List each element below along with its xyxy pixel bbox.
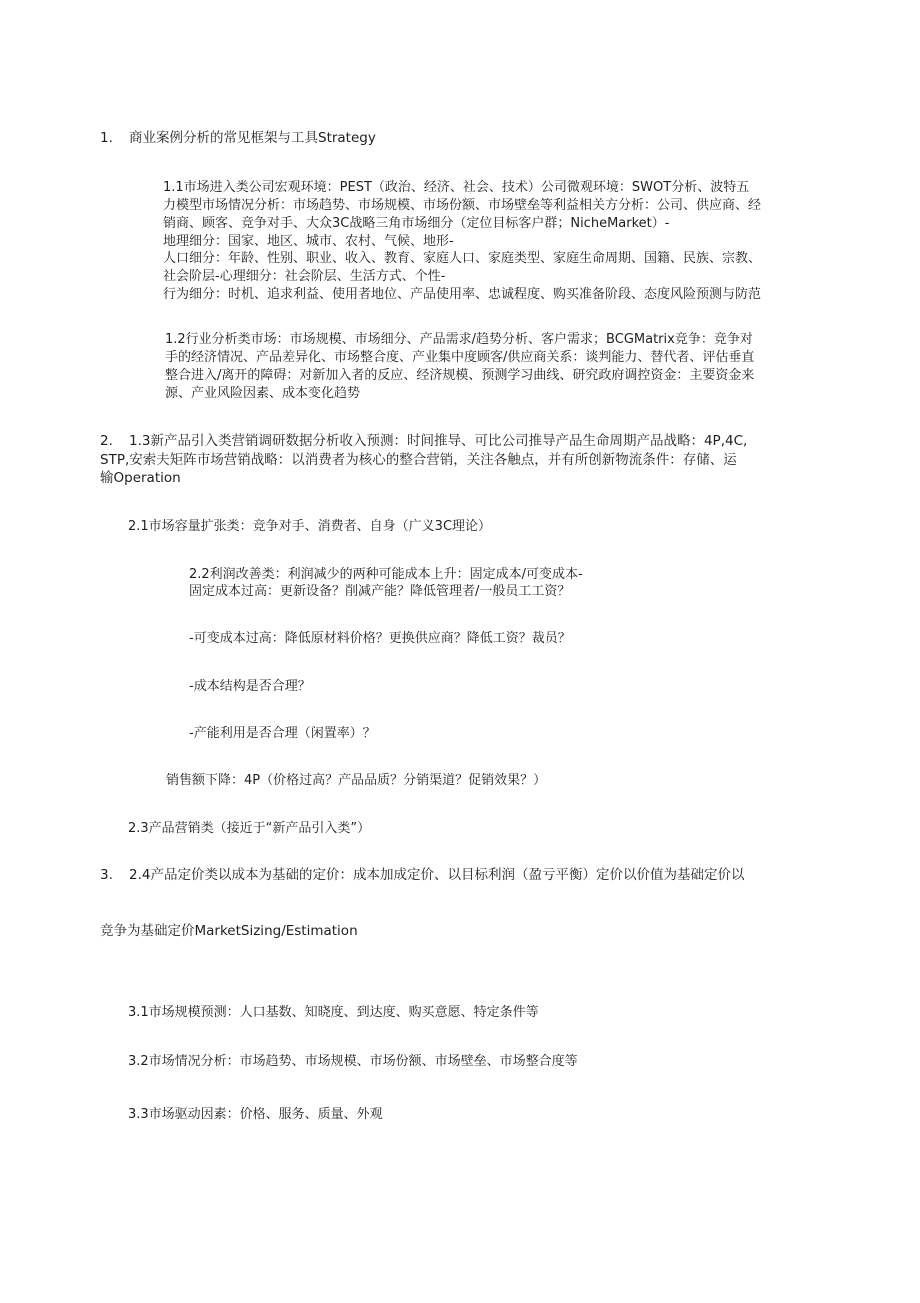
item-2-text: 1.3新产品引入类营销调研数据分析收入预测：时间推导、可比公司推导产品生命周期产品战略：4P,4C, <box>129 433 748 449</box>
section-3-1: 3.1市场规模预测：人口基数、知晓度、到达度、购买意愿、特定条件等 <box>128 1005 539 1020</box>
section-1-1-line: 1.1市场进入类公司宏观环境：PEST（政治、经济、社会、技术）公司微观环境：SWOT分析、波特五 <box>163 180 750 195</box>
item-2-line: STP,安索夫矩阵市场营销战略：以消费者为核心的整合营销，关注各触点，并有所创新物流条件：存储、运 <box>100 452 737 468</box>
section-1-1-line: 销商、顾客、竞争对手、大众3C战略三角市场细分（定位目标客户群；NicheMarket）- <box>163 216 670 231</box>
section-2-2-line: 2.2利润改善类：利润减少的两种可能成本上升：固定成本/可变成本- <box>189 567 583 582</box>
item-2-number: 2. <box>100 433 113 449</box>
item-3-number: 3. <box>100 867 113 883</box>
section-1-1-line: 人口细分：年龄、性别、职业、收入、教育、家庭人口、家庭类型、家庭生命周期、国籍、民族、宗教、 <box>163 251 762 266</box>
capacity-use-line: -产能利用是否合理（闲置率）？ <box>189 726 376 741</box>
section-2-3: 2.3产品营销类（接近于“新产品引入类”） <box>128 821 371 836</box>
sales-drop-line: 销售额下降：4P（价格过高？产品品质？分销渠道？促销效果？） <box>166 773 547 788</box>
item-1-heading <box>100 129 376 147</box>
section-1-2-line: 1.2行业分析类市场：市场规模、市场细分、产品需求/趋势分析、客户需求；BCGMatrix竞争：竞争对 <box>165 332 753 347</box>
section-1-1-line: 行为细分：时机、追求利益、使用者地位、产品使用率、忠诚程度、购买准备阶段、态度风险预测与防范 <box>163 287 762 302</box>
item-2-line: 输Operation <box>100 470 181 486</box>
section-2-1: 2.1市场容量扩张类：竞争对手、消费者、自身（广义3C理论） <box>128 519 492 534</box>
section-1-2-line: 整合进入/离开的障碍：对新加入者的反应、经济规模、预测学习曲线、研究政府调控资金：主要资金来 <box>165 368 755 383</box>
cost-structure-line: -成本结构是否合理？ <box>189 679 311 694</box>
item-1-number: 1. <box>100 130 113 146</box>
section-1-1-line: 地理细分：国家、地区、城市、农村、气候、地形- <box>163 234 454 249</box>
item-3-line: 竞争为基础定价MarketSizing/Estimation <box>100 923 358 939</box>
section-2-2-line: 固定成本过高：更新设备？削减产能？降低管理者/一般员工工资？ <box>189 584 571 599</box>
section-1-2-line: 源、产业风险因素、成本变化趋势 <box>165 386 361 401</box>
item-2-line <box>100 432 747 450</box>
section-3-3: 3.3市场驱动因素：价格、服务、质量、外观 <box>128 1107 383 1122</box>
section-1-1-line: 力模型市场情况分析：市场趋势、市场规模、市场份额、市场壁垒等利益相关方分析：公司、供应商、经 <box>163 198 762 213</box>
item-1-title: 商业案例分析的常见框架与工具Strategy <box>129 130 376 146</box>
item-3-text: 2.4产品定价类以成本为基础的定价：成本加成定价、以目标利润（盈亏平衡）定价以价值为基础定价以 <box>129 867 745 883</box>
item-3-line <box>100 866 744 884</box>
section-1-1-line: 社会阶层-心理细分：社会阶层、生活方式、个性- <box>163 269 446 284</box>
section-1-2-line: 手的经济情况、产品差异化、市场整合度、产业集中度顾客/供应商关系：谈判能力、替代者、评估垂直 <box>165 350 755 365</box>
variable-cost-line: -可变成本过高：降低原材料价格？更换供应商？降低工资？裁员？ <box>189 631 571 646</box>
section-3-2: 3.2市场情况分析：市场趋势、市场规模、市场份额、市场壁垒、市场整合度等 <box>128 1054 578 1069</box>
